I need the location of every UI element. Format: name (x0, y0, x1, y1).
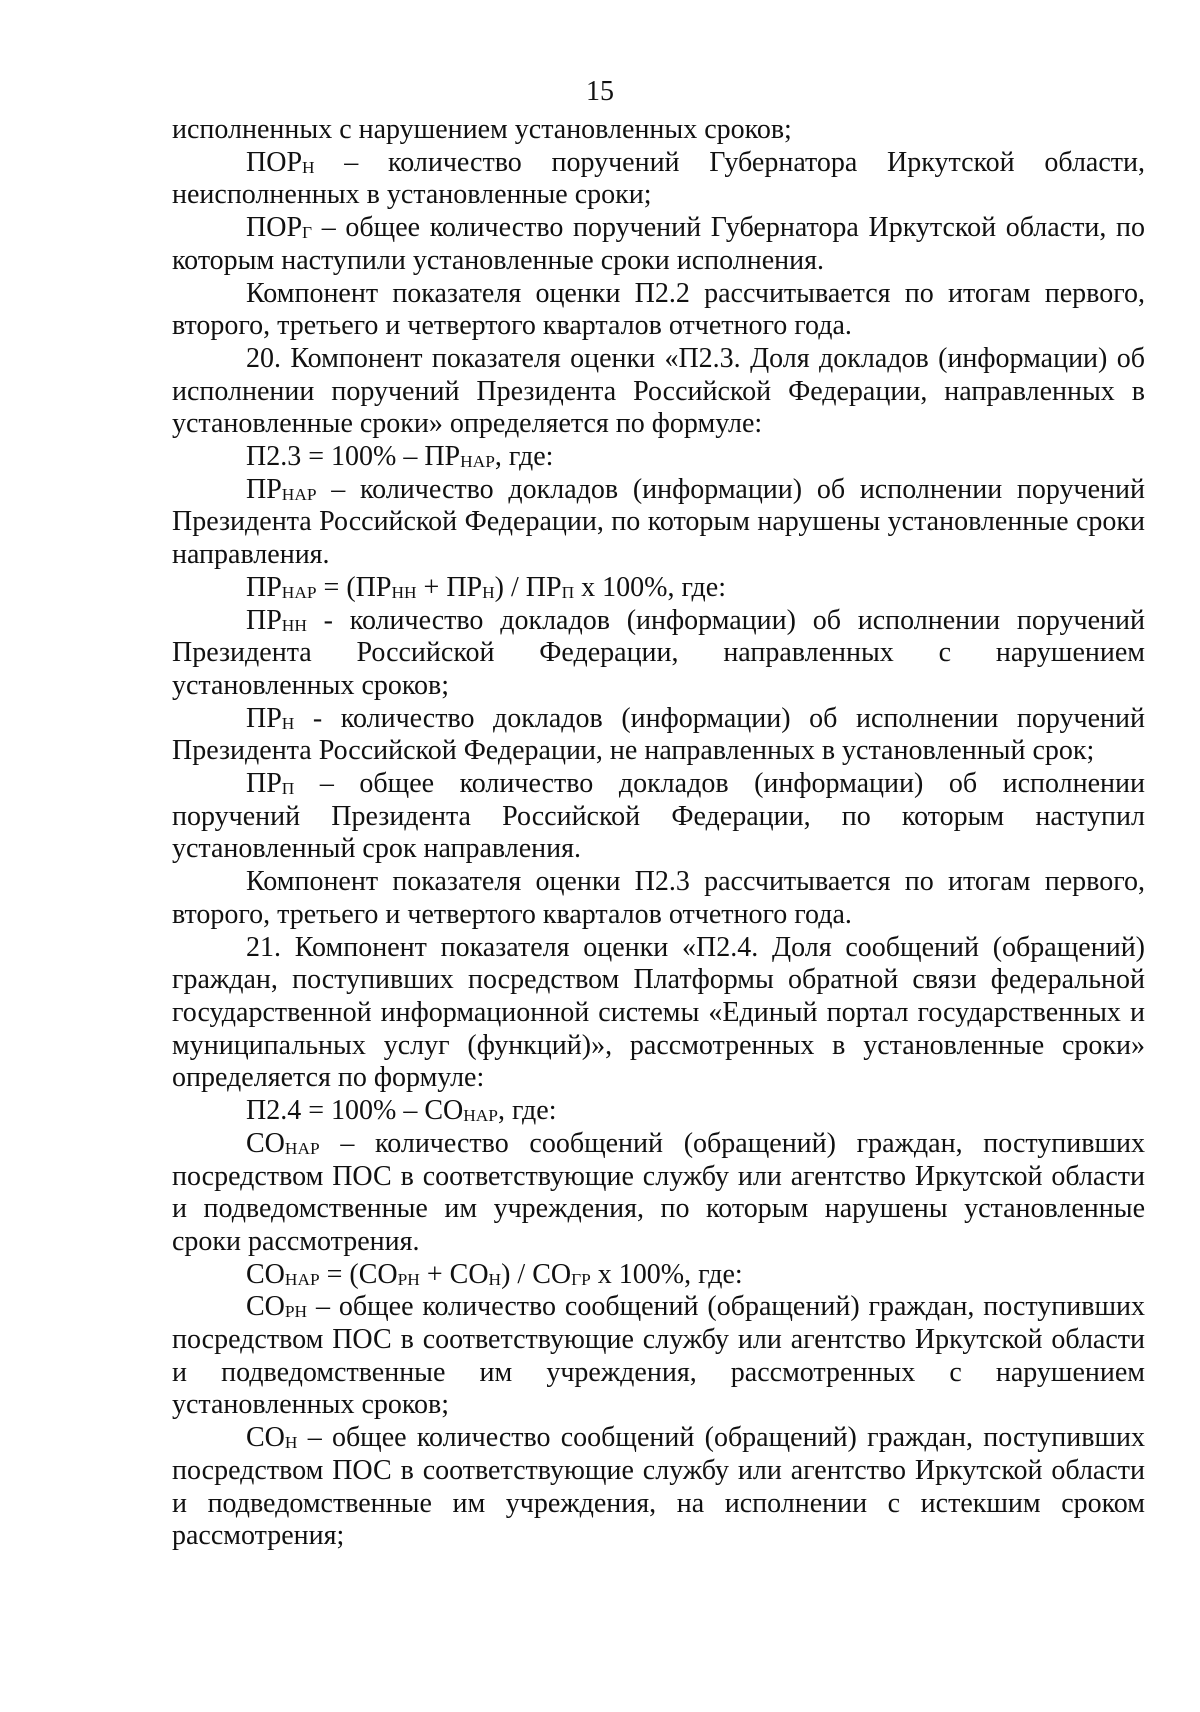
subscript: НАР (463, 1106, 498, 1126)
subscript: ГР (571, 1269, 591, 1289)
paragraph: СОН – общее количество сообщений (обращений) граждан, поступивших посредством ПОС в соответствующие службу или агентство Иркутской области и подведомственные им учреждения, на исполнении с истекшим сроком рассмотрения; (172, 1422, 1145, 1552)
subscript: Н (488, 1269, 502, 1289)
paragraph: ПОРГ – общее количество поручений Губернатора Иркутской области, по которым наступили установленные сроки исполнения. (172, 212, 1145, 276)
subscript: НАР (281, 484, 317, 504)
subscript: НАР (284, 1269, 320, 1289)
subscript: П (561, 582, 575, 602)
paragraph: СОНАР – количество сообщений (обращений) граждан, поступивших посредством ПОС в соответствующие службу или агентство Иркутской области и подведомственные им учреждения, по которым нарушены установленные сроки рассмотрения. (172, 1127, 1145, 1257)
subscript: НАР (460, 452, 495, 472)
document-body (172, 114, 1145, 1553)
subscript: Н (482, 582, 495, 602)
subscript: НАР (284, 1138, 320, 1158)
subscript: Н (302, 157, 315, 177)
paragraph: исполненных с нарушением установленных сроков; (172, 114, 792, 145)
paragraph: ПРНН - количество докладов (информации) об исполнении поручений Президента Российской Федерации, направленных с нарушением установленных сроков; (172, 604, 1145, 701)
paragraph: Компонент показателя оценки П2.2 рассчитывается по итогам первого, второго, третьего и четвертого кварталов отчетного года. (172, 277, 1145, 342)
subscript: НАР (281, 582, 317, 602)
subscript: Г (302, 223, 313, 243)
formula-line: П2.3 = 100% – ПРНАР, где: (246, 441, 554, 473)
subscript: Н (284, 1433, 298, 1453)
paragraph: Компонент показателя оценки П2.3 рассчитывается по итогам первого, второго, третьего и четвертого кварталов отчетного года. (172, 866, 1145, 930)
paragraph: ПОРН – количество поручений Губернатора Иркутской области, неисполненных в установленные сроки; (172, 146, 1145, 211)
subscript: РН (284, 1302, 308, 1322)
page-number: 15 (586, 76, 614, 107)
paragraph: ПРН - количество докладов (информации) об исполнении поручений Президента Российской Федерации, не направленных в установленный срок; (172, 702, 1145, 767)
subscript: П (281, 779, 295, 799)
paragraph: ПРП – общее количество докладов (информации) об исполнении поручений Президента Российской Федерации, по которым наступил установленный срок направления. (172, 768, 1145, 865)
subscript: Н (281, 713, 295, 733)
paragraph: 21. Компонент показателя оценки «П2.4. Доля сообщений (обращений) граждан, поступивших посредством Платформы обратной связи федеральной государственной информационной системы «Единый портал государственных и муниципальных услуг (функций)», рассмотренных в установленные сроки» определяется по формуле: (172, 931, 1145, 1094)
paragraph: 20. Компонент показателя оценки «П2.3. Доля докладов (информации) об исполнении поручений Президента Российской Федерации, направленных в установленные сроки» определяется по формуле: (172, 342, 1145, 440)
paragraph: ПРНАР – количество докладов (информации) об исполнении поручений Президента Российской Федерации, по которым нарушены установленные сроки направления. (172, 473, 1145, 571)
paragraph: СОРН – общее количество сообщений (обращений) граждан, поступивших посредством ПОС в соответствующие службу или агентство Иркутской области и подведомственные им учреждения, рассмотренных с нарушением установленных сроков; (172, 1291, 1145, 1421)
formula-line: П2.4 = 100% – СОНАР, где: (246, 1095, 557, 1127)
formula-line: ПРНАР = (ПРНН + ПРН) / ПРП x 100%, где: (246, 571, 726, 603)
subscript: НН (391, 582, 417, 602)
subscript: РН (397, 1269, 420, 1289)
subscript: НН (281, 615, 307, 635)
formula-line: СОНАР = (СОРН + СОН) / СОГР x 100%, где: (246, 1258, 743, 1290)
